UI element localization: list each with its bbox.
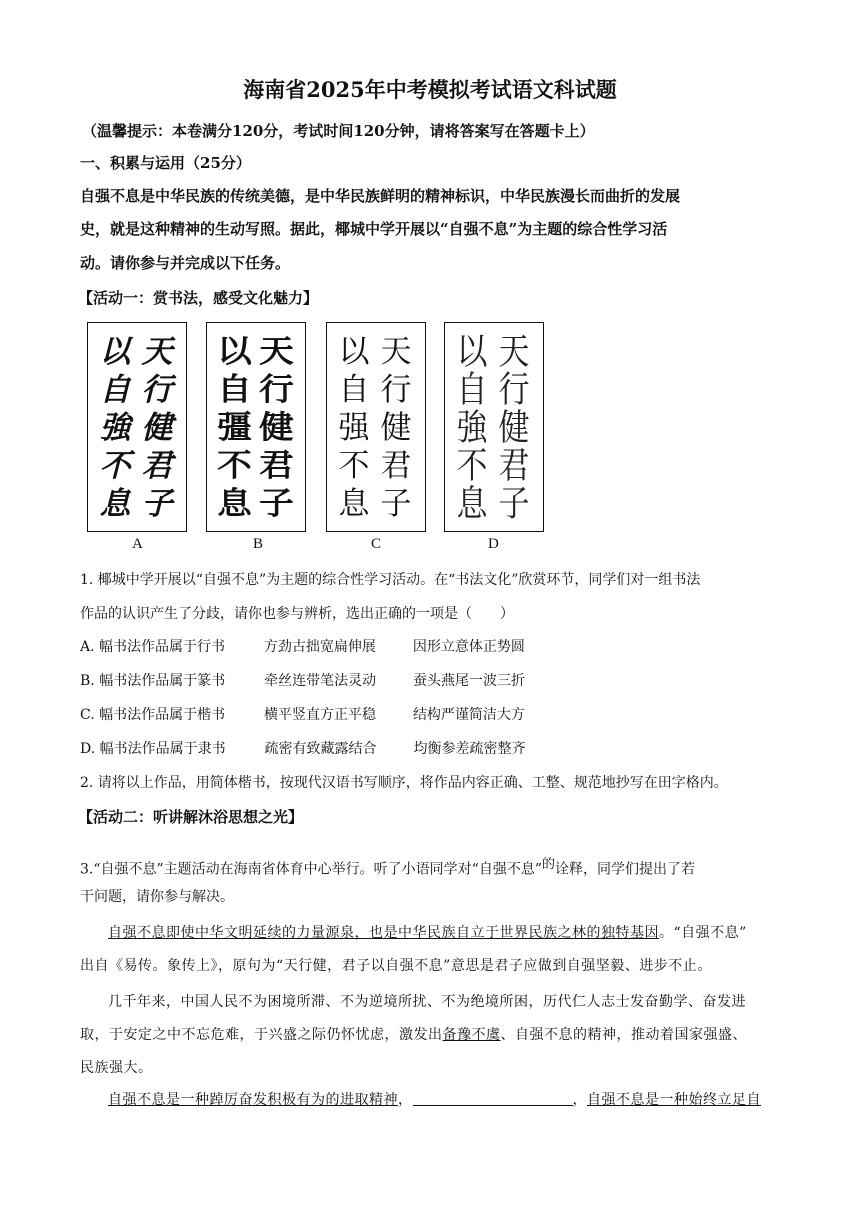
activity-one-heading: 【活动一：赏书法，感受文化魅力】	[78, 289, 319, 307]
panel-label-d: D	[488, 536, 499, 552]
glyph: 君	[258, 448, 294, 483]
option-letter: C.	[80, 707, 95, 723]
passage-text: 、自强不息的精神，推动着国家强盛、	[500, 1027, 747, 1043]
glyph: 君	[498, 445, 530, 487]
panel-d-right-column	[495, 333, 533, 523]
panel-a-left-column	[96, 333, 134, 523]
option-c[interactable]	[80, 704, 525, 724]
glyph: 强	[338, 410, 370, 446]
glyph: 不	[456, 445, 488, 487]
answer-blank[interactable]	[413, 1091, 573, 1106]
glyph: 健	[141, 410, 173, 446]
panel-label-b: B	[253, 536, 264, 552]
option-a[interactable]	[80, 636, 525, 656]
option-text-1: 幅书法作品属于行书	[99, 639, 226, 655]
underlined-sentence-3: 自强不息是一种始终立足自	[587, 1092, 761, 1108]
glyph: 息	[456, 483, 488, 525]
panel-a-right-column	[138, 333, 176, 523]
option-d[interactable]	[80, 738, 525, 758]
calligraphy-panel-c	[326, 322, 426, 532]
q3-line-2: 干问题，请你参与解决。	[80, 889, 234, 905]
passage-p1-line-2: 出自《易传。象传上》，原句为“天行健，君子以自强不息”意思是君子应做到自强坚毅、进步不止。	[80, 958, 712, 974]
glyph: 天	[498, 331, 530, 373]
passage-text: 取，于安定之中不忘危难，于兴盛之际仍怀忧虑，激发出	[80, 1027, 443, 1043]
glyph: 息	[338, 486, 370, 522]
passage-text: ，	[398, 1092, 413, 1108]
glyph: 健	[498, 407, 530, 449]
glyph: 君	[141, 448, 173, 484]
glyph: 息	[99, 486, 131, 522]
option-text-2: 横平竖直方正平稳	[264, 707, 377, 723]
glyph: 不	[216, 448, 252, 483]
option-letter: B.	[80, 673, 95, 689]
q3-text-end: 诠释，同学们提出了若	[555, 861, 696, 878]
panel-c-left-column	[335, 333, 373, 523]
glyph: 天	[380, 334, 412, 370]
intro-line-1: 自强不息是中华民族的传统美德，是中华民族鲜明的精神标识，中华民族漫长而曲折的发展	[80, 187, 681, 205]
exam-notice: （温馨提示：本卷满分120分，考试时间120分钟，请将答案写在答题卡上）	[82, 122, 595, 140]
page-title: 海南省2025年中考模拟考试语文科试题	[243, 77, 617, 102]
glyph: 行	[258, 372, 294, 407]
glyph: 君	[380, 448, 412, 484]
option-letter: D.	[80, 741, 96, 757]
q3-line-1	[80, 853, 695, 879]
q1-line-2: 作品的认识产生了分歧，请你也参与辨析，选出正确的一项是（ ）	[80, 606, 514, 622]
q1-line-1: 1. 椰城中学开展以“自强不息”为主题的综合性学习活动。在“书法文化”欣赏环节，同学们对一组书法	[80, 572, 701, 588]
panel-b-left-column	[215, 333, 253, 523]
q2-text: 2. 请将以上作品，用简体楷书，按现代汉语书写顺序，将作品内容正确、工整、规范地抄写在田字格内。	[80, 775, 728, 791]
passage-p2-line-1: 几千年来，中国人民不为困境所滞、不为逆境所扰、不为绝境所困，历代仁人志士发奋勤学、奋发进	[108, 994, 746, 1010]
option-text-2: 牵丝连带笔法灵动	[264, 673, 377, 689]
activity-two-heading: 【活动二：听讲解沐浴思想之光】	[78, 808, 304, 826]
passage-text: ，	[572, 1092, 587, 1108]
option-b[interactable]	[80, 670, 525, 690]
panel-label-a: A	[132, 536, 143, 552]
option-text-1: 幅书法作品属于篆书	[99, 673, 226, 689]
passage-p2-line-3: 民族强大。	[80, 1060, 153, 1076]
glyph: 以	[456, 331, 488, 373]
option-text-3: 结构严谨简洁大方	[412, 707, 525, 723]
option-text-3: 均衡参差疏密整齐	[413, 741, 526, 757]
glyph: 不	[338, 448, 370, 484]
panel-c-right-column	[377, 333, 415, 523]
option-text-2: 方劲古拙宽扁伸展	[263, 639, 376, 655]
section-heading: 一、积累与运用（25分）	[80, 154, 251, 172]
q3-text: 3.“自强不息”主题活动在海南省体育中心举行。听了小语同学对“自强不息”	[80, 861, 542, 878]
glyph: 強	[456, 407, 488, 449]
option-text-3: 因形立意体正势圆	[412, 639, 525, 655]
glyph: 行	[141, 372, 173, 408]
option-text-1: 幅书法作品属于隶书	[99, 741, 226, 757]
glyph: 自	[338, 372, 370, 408]
glyph: 子	[380, 486, 412, 522]
passage-text: 。“自强不息”	[659, 925, 747, 941]
option-text-2: 疏密有致藏露结合	[264, 741, 377, 757]
underlined-idiom: 备豫不虞	[442, 1027, 501, 1043]
glyph: 以	[216, 334, 252, 369]
calligraphy-panel-a	[87, 322, 187, 532]
glyph: 自	[216, 372, 252, 407]
glyph: 子	[141, 486, 173, 522]
glyph: 天	[141, 334, 173, 370]
q3-superscript: 的	[542, 857, 556, 872]
glyph: 自	[99, 372, 131, 408]
glyph: 子	[258, 486, 294, 521]
underlined-sentence-2: 自强不息是一种踔厉奋发积极有为的进取精神	[108, 1092, 398, 1108]
option-text-1: 幅书法作品属于楷书	[99, 707, 226, 723]
option-text-3: 蚕头燕尾一波三折	[413, 673, 526, 689]
glyph: 健	[380, 410, 412, 446]
glyph: 子	[498, 483, 530, 525]
passage-p3-line-1	[108, 1089, 761, 1109]
glyph: 彊	[216, 410, 252, 445]
glyph: 健	[258, 410, 294, 445]
glyph: 息	[216, 486, 252, 521]
passage-p2-line-2	[80, 1024, 747, 1044]
calligraphy-panel-b	[206, 322, 306, 532]
glyph: 強	[99, 410, 131, 446]
glyph: 以	[338, 334, 370, 370]
intro-line-3: 动。请你参与并完成以下任务。	[80, 254, 291, 272]
glyph: 以	[99, 334, 131, 370]
glyph: 自	[456, 369, 488, 411]
calligraphy-panel-d	[444, 322, 544, 532]
passage-p1-line-1	[108, 922, 747, 942]
underlined-sentence-1: 自强不息即使中华文明延续的力量源泉，也是中华民族自立于世界民族之林的独特基因	[108, 925, 659, 941]
intro-line-2: 史，就是这种精神的生动写照。据此，椰城中学开展以“自强不息”为主题的综合性学习活	[80, 220, 668, 238]
glyph: 行	[498, 369, 530, 411]
glyph: 天	[258, 334, 294, 369]
glyph: 不	[99, 448, 131, 484]
panel-label-c: C	[371, 536, 382, 552]
glyph: 行	[380, 372, 412, 408]
panel-b-right-column	[257, 333, 295, 523]
option-letter: A.	[80, 639, 95, 655]
panel-d-left-column	[453, 333, 491, 523]
